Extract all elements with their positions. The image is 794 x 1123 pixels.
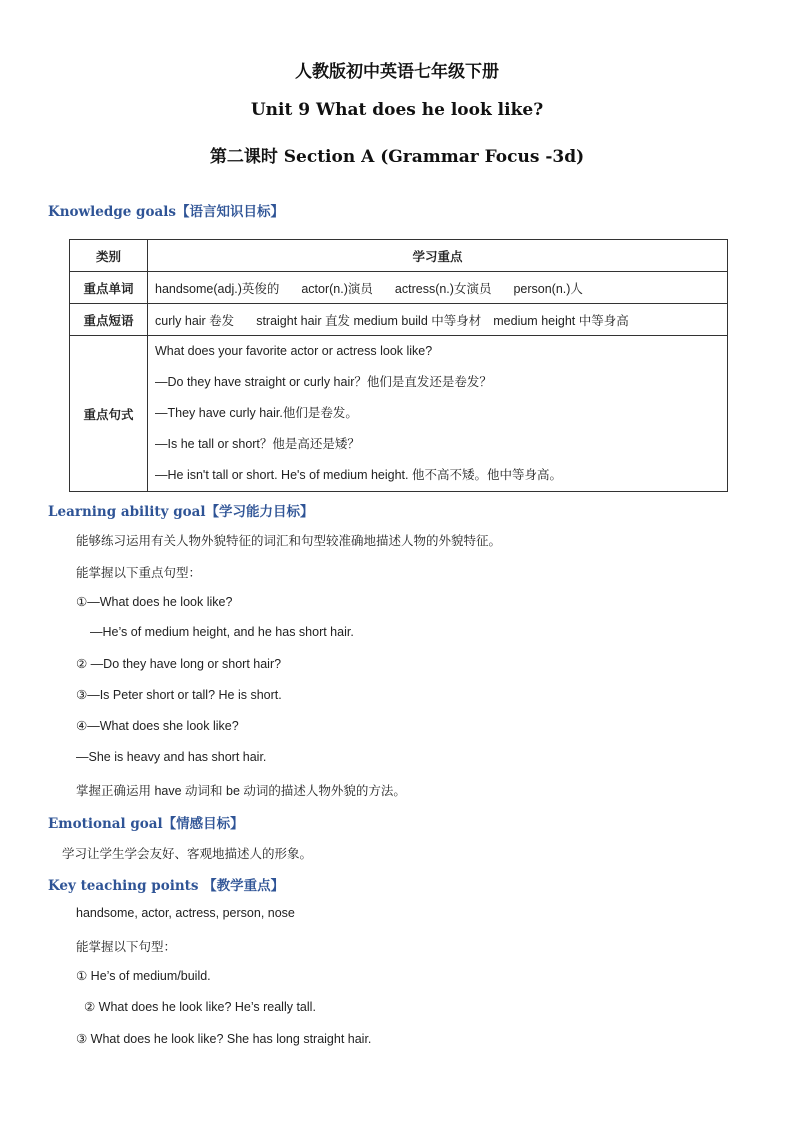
ability-line: ④—What does she look like? (76, 719, 239, 733)
ability-line: 能掌握以下重点句型： (76, 566, 202, 580)
key-teaching-points-heading: Key teaching points 【教学重点】 (48, 878, 285, 894)
table-row (70, 272, 728, 304)
ability-line: —She is heavy and has short hair. (76, 750, 267, 764)
row-content-words (148, 272, 728, 304)
learning-ability-heading: Learning ability goal【学习能力目标】 (48, 504, 314, 520)
table-row (70, 336, 728, 492)
sentence-item: —They have curly hair.他们是卷发。 (155, 406, 358, 420)
key-point-line: handsome, actor, actress, person, nose (76, 906, 295, 920)
word-item: actress(n.)女演员 (394, 281, 492, 296)
ability-line: 掌握正确运用 have 动词和 be 动词的描述人物外貌的方法。 (76, 784, 406, 798)
table-row (70, 304, 728, 336)
header-focus: 学习重点 (148, 240, 728, 272)
sentence-item: —Do they have straight or curly hair？他们是直发还是卷发？ (155, 375, 492, 389)
row-content-phrases (148, 304, 728, 336)
knowledge-goals-heading: Knowledge goals【语言知识目标】 (48, 204, 284, 220)
knowledge-table (69, 239, 728, 492)
row-label-sentences: 重点句式 (70, 336, 148, 492)
unit-title: Unit 9 What does he look like? (250, 100, 544, 120)
phrase-item: straight hair 直发 medium build 中等身材 (256, 313, 482, 328)
table-header-row (70, 240, 728, 272)
sentence-item: What does your favorite actor or actress look like? (155, 344, 433, 358)
row-content-sentences (148, 336, 728, 492)
key-point-line: ① He’s of medium/build. (76, 969, 211, 983)
row-label-words: 重点单词 (70, 272, 148, 304)
word-item: handsome(adj.)英俊的 (155, 281, 280, 296)
emotional-line: 学习让学生学会友好、客观地描述人的形象。 (62, 847, 313, 861)
header-category: 类别 (70, 240, 148, 272)
ability-line: ③—Is Peter short or tall? He is short. (76, 688, 282, 702)
key-point-line: ② What does he look like? He’s really tall. (84, 1000, 316, 1014)
row-label-phrases: 重点短语 (70, 304, 148, 336)
word-item: actor(n.)演员 (301, 281, 373, 296)
sentence-item: —He isn't tall or short. He's of medium height. 他不高不矮。他中等身高。 (155, 468, 562, 482)
ability-line: —He’s of medium height, and he has short hair. (90, 625, 354, 639)
document-title: 人教版初中英语七年级下册 (295, 62, 499, 82)
phrase-item: medium height 中等身高 (493, 313, 629, 328)
phrase-item: curly hair 卷发 (155, 313, 235, 328)
sentence-item: —Is he tall or short？他是高还是矮？ (155, 437, 360, 451)
key-point-line: ③ What does he look like? She has long straight hair. (76, 1032, 372, 1046)
key-point-line: 能掌握以下句型： (76, 940, 177, 954)
lesson-title: 第二课时 Section A (Grammar Focus -3d) (209, 147, 585, 167)
ability-line: ①—What does he look like? (76, 595, 233, 609)
ability-line: ② —Do they have long or short hair? (76, 657, 282, 671)
word-item: person(n.)人 (513, 281, 583, 296)
emotional-goal-heading: Emotional goal【情感目标】 (48, 816, 244, 832)
ability-line: 能够练习运用有关人物外貌特征的词汇和句型较准确地描述人物的外貌特征。 (76, 534, 502, 548)
